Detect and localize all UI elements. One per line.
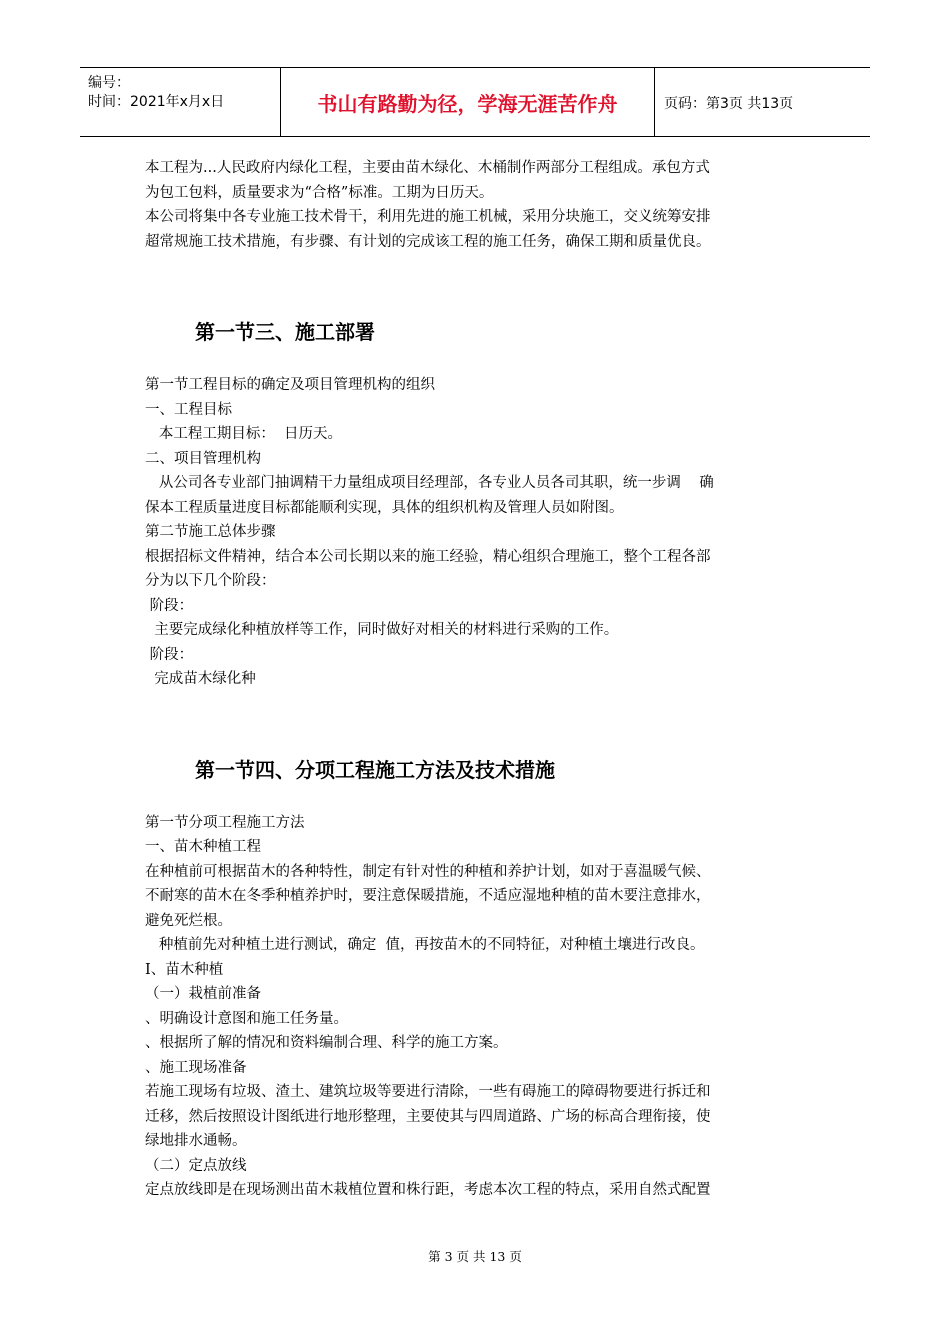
page-footer: 第 3 页 共 13 页	[428, 1249, 522, 1264]
section-deployment-body	[145, 373, 815, 692]
text-line: 迁移，然后按照设计图纸进行地形整理，主要使其与四周道路、广场的标高合理衔接，使	[145, 1108, 711, 1125]
page-header	[80, 67, 870, 137]
header-page-info: 页码：第3页 共13页	[664, 96, 794, 112]
text-line: （一）栽植前准备	[145, 986, 261, 1002]
text-line: 、施工现场准备	[145, 1059, 247, 1076]
document-time-label: 时间：2021年x月x日	[88, 94, 225, 110]
text-line: 第二节施工总体步骤	[145, 524, 276, 540]
intro-paragraph	[145, 156, 815, 254]
text-line: （二）定点放线	[145, 1157, 247, 1174]
text-line: 为包工包料，质量要求为“合格”标准。工期为日历天。	[145, 184, 494, 201]
text-line: 、根据所了解的情况和资料编制合理、科学的施工方案。	[145, 1035, 508, 1051]
text-line: 避免死烂根。	[145, 912, 232, 929]
text-line: 阶段：	[145, 646, 194, 663]
document-body	[145, 156, 815, 1203]
text-line: 二、项目管理机构	[145, 450, 261, 467]
text-line: 定点放线即是在现场测出苗木栽植位置和株行距，考虑本次工程的特点，采用自然式配置	[145, 1182, 711, 1198]
text-line: 一、苗木种植工程	[145, 839, 261, 855]
document-number-label: 编号：	[88, 75, 130, 91]
text-line: 阶段：	[145, 597, 194, 614]
text-line: 种植前先对种植土进行测试，确定 值，再按苗木的不同特征，对种植土壤进行改良。	[145, 937, 705, 953]
text-line: 若施工现场有垃圾、渣土、建筑垃圾等要进行清除，一些有碍施工的障碍物要进行拆迁和	[145, 1084, 711, 1100]
text-line: 从公司各专业部门抽调精干力量组成项目经理部，各专业人员各司其职，统一步调 确	[145, 475, 714, 491]
text-line: 绿地排水通畅。	[145, 1133, 247, 1149]
text-line: 一、工程目标	[145, 401, 232, 418]
text-line: 、明确设计意图和施工任务量。	[145, 1010, 348, 1027]
text-line: 主要完成绿化种植放样等工作，同时做好对相关的材料进行采购的工作。	[145, 622, 619, 638]
header-meta-cell	[80, 68, 281, 136]
text-line: 第一节工程目标的确定及项目管理机构的组织	[145, 377, 435, 393]
section-methods-body	[145, 811, 815, 1203]
text-line: 不耐寒的苗木在冬季种植养护时，要注意保暖措施，不适应湿地种植的苗木要注意排水，	[145, 888, 711, 904]
text-line: 根据招标文件精神，结合本公司长期以来的施工经验，精心组织合理施工，整个工程各部	[145, 548, 711, 565]
text-line: 完成苗木绿化种	[145, 671, 256, 687]
text-line: 在种植前可根据苗木的各种特性，制定有针对性的种植和养护计划，如对于喜温暖气候、	[145, 863, 711, 880]
text-line: 第一节分项工程施工方法	[145, 814, 305, 831]
header-motto: 书山有路勤为径，学海无涯苦作舟	[281, 68, 655, 136]
text-line: 保本工程质量进度目标都能顺利实现，具体的组织机构及管理人员如附图。	[145, 499, 624, 516]
text-line: 超常规施工技术措施，有步骤、有计划的完成该工程的施工任务，确保工期和质量优良。	[145, 233, 711, 250]
text-line: 本工程为...人民政府内绿化工程，主要由苗木绿化、木桶制作两部分工程组成。承包方式	[145, 160, 710, 176]
section-heading-methods: 第一节四、分项工程施工方法及技术措施	[195, 757, 555, 782]
section-heading-deployment: 第一节三、施工部署	[195, 320, 375, 344]
text-line: 本工程工期目标： 日历天。	[145, 426, 343, 442]
text-line: 本公司将集中各专业施工技术骨干，利用先进的施工机械，采用分块施工，交义统筹安排	[145, 209, 711, 225]
text-line: 分为以下几个阶段：	[145, 573, 276, 589]
text-line: Ⅰ、苗木种植	[145, 961, 224, 978]
